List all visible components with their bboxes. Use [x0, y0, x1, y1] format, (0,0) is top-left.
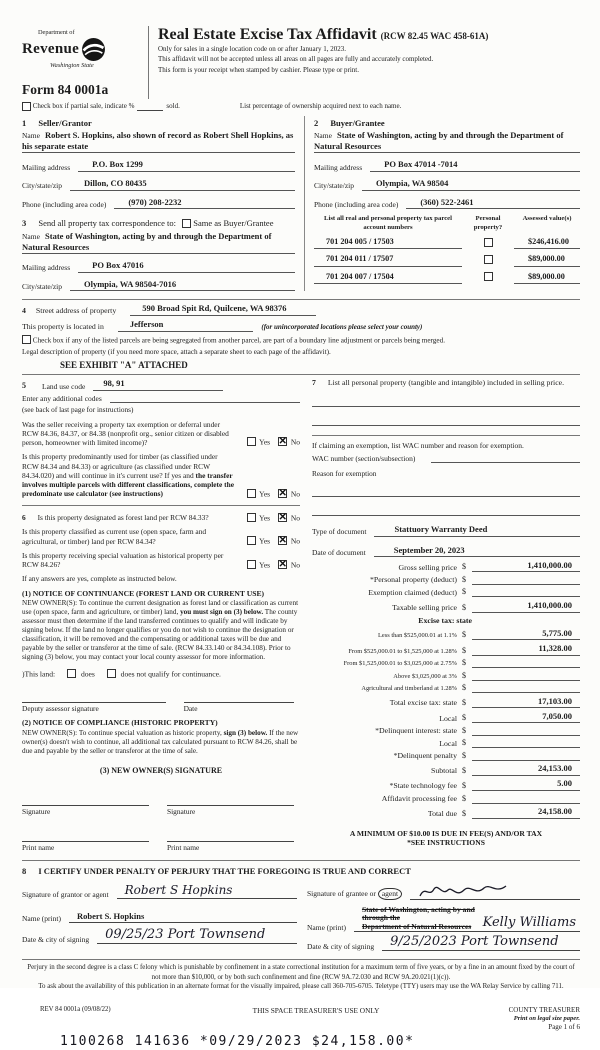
signature-label: Signature: [167, 806, 196, 816]
rate-line-label: From $525,000.01 to $1,525,000 at 1.28%: [348, 647, 457, 655]
form-number: Form 84 0001a: [22, 81, 109, 97]
grantee-date-city-label: Date & city of signing: [307, 941, 375, 951]
parcel-value-field[interactable]: $89,000.00: [514, 254, 580, 266]
buyer-phone-field[interactable]: (360) 522-2461: [406, 197, 580, 210]
notice2-text-bold: sign (3) below.: [223, 728, 268, 737]
does-not-label: does not qualify for continuance.: [120, 669, 221, 679]
dollar-sign: $: [462, 587, 466, 597]
land-use-column: [22, 378, 312, 852]
additional-codes-label: Enter any additional codes: [22, 394, 102, 404]
q5-2-yes-checkbox[interactable]: [247, 489, 256, 498]
grantee-name-handwriting: Kelly Williams: [482, 914, 576, 930]
notice-compliance-body: [22, 729, 300, 756]
located-in-field[interactable]: Jefferson: [118, 319, 254, 332]
minimum-fee-note: A MINIMUM OF $10.00 IS DUE IN FEE(S) AND/OR TAX: [349, 828, 543, 838]
section-6: [22, 505, 300, 853]
rate-1-28-field[interactable]: 11,328.00: [472, 643, 580, 656]
ownership-note: List percentage of ownership acquired next to each name.: [239, 101, 402, 110]
grantor-signature-label: Signature of grantor or agent: [22, 889, 109, 899]
no-label: No: [290, 489, 300, 499]
print-legal-size-note: Print on legal size paper.: [513, 1014, 580, 1022]
buyer-city-label: City/state/zip: [314, 181, 354, 191]
parcel-col-numbers-header: List all real and personal property tax parcel account numbers: [324, 215, 452, 231]
seller-name-field[interactable]: [22, 130, 295, 153]
additional-codes-note: (see back of last page for instructions): [22, 405, 134, 415]
grantee-date-city-handwriting: 9/25/2023 Port Townsend: [390, 933, 559, 949]
rate-3-field[interactable]: [472, 672, 580, 681]
agent-circled-word: agent: [378, 888, 402, 900]
parcel-value-field[interactable]: $89,000.00: [514, 272, 580, 284]
does-label: does: [80, 669, 95, 679]
no-label: No: [290, 437, 300, 447]
tax-column: [312, 378, 580, 852]
yes-label: Yes: [259, 513, 271, 523]
partial-sale-row: [22, 102, 580, 111]
notice1-text-bold: you must sign on (3) below.: [180, 608, 264, 617]
dollar-sign: $: [462, 683, 466, 693]
no-label: No: [290, 513, 300, 523]
form-footer: [22, 1006, 580, 1032]
section-2-title: Buyer/Grantee: [330, 117, 385, 128]
subtotal-field[interactable]: 24,153.00: [472, 763, 580, 776]
grantee-signature-scribble: [418, 883, 510, 899]
seller-column: [22, 116, 304, 292]
buyer-name-label: Name: [314, 131, 332, 141]
dollar-sign: $: [462, 698, 466, 708]
parcel-personal-checkbox[interactable]: [484, 272, 493, 281]
rate-1-1-field[interactable]: 5,775.00: [472, 628, 580, 641]
agency-dept-line: Department of: [38, 29, 75, 36]
yes-label: Yes: [259, 560, 271, 570]
notice2-text-a: NEW OWNER(S): To continue special valuation as historic property,: [22, 728, 224, 737]
section-6-number: 6: [22, 512, 26, 522]
wac-number-label: WAC number (section/subsection): [312, 453, 416, 463]
tax-line-label: *Delinquent penalty: [393, 751, 457, 761]
seller-name-value: Robert S. Hopkins, also shown of record as Robert Shell Hopkins, as his separate estate: [22, 130, 294, 151]
grantor-name-print-label: Name (print): [22, 913, 61, 923]
segregated-label: Check box if any of the listed parcels are being segregated from another parcel, are part of a boundary line adjustment or parcels being merged.: [32, 336, 445, 345]
delinquent-interest-local-field[interactable]: [472, 739, 580, 748]
personal-property-label: List all personal property (tangible and intangible) included in selling price.: [327, 378, 565, 388]
tax-line-label: Subtotal: [431, 766, 457, 776]
dollar-sign: $: [462, 562, 466, 572]
land-use-code-label: Land use code: [42, 381, 86, 391]
grantor-date-city-field[interactable]: [97, 927, 297, 944]
section-8-certify: [22, 860, 580, 951]
grantee-name-struck-line2: Department of Natural Resources: [361, 921, 472, 931]
treasurer-use-label: THIS SPACE TREASURER'S USE ONLY: [252, 1006, 380, 1016]
section-8-number: 8: [22, 866, 27, 877]
tax-line-label: Local: [439, 738, 457, 748]
section-1-number: 1: [22, 117, 27, 128]
same-as-buyer-label: Same as Buyer/Grantee: [193, 218, 274, 229]
grantee-name-struck-line1: State of Washington, acting by and through the: [361, 904, 475, 923]
rate-line-label: From $1,525,000.01 to $3,025,000 at 2.75%: [343, 660, 457, 668]
total-excise-state-field[interactable]: 17,103.00: [472, 696, 580, 709]
deputy-assessor-signature-line[interactable]: [22, 691, 166, 703]
q5-1-yes-checkbox[interactable]: [247, 437, 256, 446]
correspondence-name-label: Name: [22, 231, 40, 241]
dollar-sign: $: [462, 750, 466, 760]
notice1-text-a: NEW OWNER(S): To continue the current designation as forest land or classification as current use (open space, farm and agriculture, or timber) land,: [22, 599, 299, 617]
dollar-sign: $: [462, 738, 466, 748]
notice-continuance-body: [22, 599, 300, 662]
delinquent-interest-state-field[interactable]: [472, 727, 580, 736]
state-technology-fee-field[interactable]: 5.00: [472, 778, 580, 791]
correspondence-mailing-field[interactable]: PO Box 47016: [78, 260, 295, 273]
parcel-table-header: [314, 215, 580, 232]
deputy-date-label: Date: [183, 704, 198, 714]
doc-type-field[interactable]: Stattuory Warranty Deed: [374, 524, 580, 537]
section-4-property: [22, 299, 580, 371]
partial-sale-checkbox[interactable]: [22, 102, 31, 111]
historical-property-question: Is this property receiving special valuation as historical property per RCW 84.26?: [22, 550, 224, 570]
form-header: [22, 26, 580, 99]
parcel-row: [314, 272, 580, 284]
print-name-label: Print name: [167, 843, 200, 853]
page-title: Real Estate Excise Tax Affidavit: [158, 26, 377, 43]
tax-line-label: *State technology fee: [389, 781, 457, 791]
parcel-personal-checkbox[interactable]: [484, 238, 493, 247]
forest-land-question: Is this property designated as forest land per RCW 84.33?: [37, 512, 209, 522]
buyer-phone-label: Phone (including area code): [314, 199, 399, 209]
agricultural-timberland-field[interactable]: [472, 684, 580, 693]
rate-2-75-field[interactable]: [472, 659, 580, 668]
no-label: No: [290, 536, 300, 546]
reason-exemption-label: Reason for exemption: [312, 468, 377, 478]
doc-date-field[interactable]: September 20, 2023: [374, 545, 580, 558]
parcel-number-field[interactable]: 701 204 007 / 17504: [314, 272, 462, 284]
seller-mailing-label: Mailing address: [22, 162, 71, 172]
tax-line-label: *Personal property (deduct): [369, 575, 457, 585]
dollar-sign: $: [462, 781, 466, 791]
notice2-text-c: If the new owner(s) doesn't wish to continue, all additional tax calculated pursuant to RCW 84.26, shall be due and payable by the seller or transferor at the time of sale.: [22, 728, 299, 755]
new-owner-print-name-line-1[interactable]: [22, 830, 149, 842]
page-number: Page 1 of 6: [548, 1023, 580, 1032]
section-4-number: 4: [22, 306, 26, 316]
q6-3-yes-checkbox[interactable]: [247, 560, 256, 569]
same-as-buyer-checkbox[interactable]: [182, 219, 191, 228]
yes-label: Yes: [259, 437, 271, 447]
dollar-sign: $: [462, 574, 466, 584]
yes-label: Yes: [259, 536, 271, 546]
grantor-signature-field[interactable]: [117, 883, 297, 899]
dollar-sign: $: [462, 765, 466, 775]
personal-property-field-1[interactable]: [312, 397, 580, 407]
print-name-label: Print name: [22, 843, 55, 853]
segregated-checkbox[interactable]: [22, 335, 31, 344]
land-does-not-checkbox[interactable]: [107, 669, 116, 678]
dollar-sign: $: [462, 670, 466, 680]
correspondence-city-field[interactable]: Olympia, WA 98504-7016: [70, 279, 295, 292]
parcel-value-field[interactable]: $246,416.00: [514, 237, 580, 249]
section-2-number: 2: [314, 117, 319, 128]
agency-brand: [22, 26, 148, 99]
affidavit-processing-fee-field[interactable]: [472, 795, 580, 804]
grantee-sig-label-text: Signature of grantee or: [307, 888, 376, 898]
header-note-2: This affidavit will not be accepted unless all areas on all pages are fully and accurately completed.: [158, 55, 434, 64]
dollar-sign: $: [462, 602, 466, 612]
q5-1-no-checkbox[interactable]: [278, 437, 287, 446]
perjury-line-1: Perjury in the second degree is a class C felony which is punishable by confinement in a state correctional institution for a maximum term of five years, or by a fine in an amount fixed by the court of not more than $10,000, or by both such confinement and fine (RCW 9A.72.030 and RCW 9A.20.021(1)(c)).: [27, 964, 575, 981]
parcel-row: [314, 237, 580, 249]
land-use-code-field[interactable]: 98, 91: [93, 378, 223, 391]
q6-2-no-checkbox[interactable]: [278, 536, 287, 545]
exemption-claimed-field[interactable]: [472, 588, 580, 597]
current-use-question: Is this property classified as current use (open space, farm and agricultural, or timber) land per RCW 84.34?: [22, 527, 207, 546]
doc-date-label: Date of document: [312, 547, 366, 557]
parcel-number-field[interactable]: 701 204 005 / 17503: [314, 237, 462, 249]
dollar-sign: $: [462, 713, 466, 723]
located-in-note: (for unincorporated locations please select your county): [261, 322, 423, 331]
legal-description-value: SEE EXHIBIT "A" ATTACHED: [60, 360, 188, 371]
rate-line-label: Less than $525,000.01 at 1.1%: [378, 632, 457, 640]
new-owner-signature-line-2[interactable]: [167, 794, 294, 806]
grantee-signature-field[interactable]: [410, 883, 580, 900]
rate-line-label: Above $3,025,000 at 3%: [393, 672, 457, 680]
dollar-sign: $: [462, 658, 466, 668]
agency-revenue-wordmark: Revenue: [22, 40, 80, 57]
buyer-city-field[interactable]: Olympia, WA 98504: [362, 178, 580, 191]
rate-line-label: Agricultural and timberland at 1.28%: [361, 685, 457, 693]
partial-sale-sold-label: sold.: [166, 101, 180, 110]
dollar-sign: $: [462, 630, 466, 640]
local-excise-field[interactable]: 7,050.00: [472, 711, 580, 724]
partial-sale-label: Check box if partial sale, indicate %: [32, 101, 135, 110]
q6-2-yes-checkbox[interactable]: [247, 536, 256, 545]
seller-phone-field[interactable]: (970) 208-2232: [114, 197, 295, 210]
grantee-name-print-field[interactable]: [354, 906, 580, 932]
yes-label: Yes: [259, 489, 271, 499]
buyer-mailing-label: Mailing address: [314, 162, 363, 172]
tax-line-label: Taxable selling price: [392, 602, 457, 612]
section-3-label: Send all property tax correspondence to:: [38, 218, 176, 229]
q5-2-no-checkbox[interactable]: [278, 489, 287, 498]
total-due-field[interactable]: 24,158.00: [472, 806, 580, 819]
correspondence-name-value: State of Washington, acting by and through the Department of Natural Resources: [22, 230, 272, 252]
tax-line-label: Total excise tax: state: [389, 698, 457, 708]
seller-phone-label: Phone (including area code): [22, 199, 107, 209]
buyer-column: [304, 116, 580, 292]
grantor-name-print-field[interactable]: Robert S. Hopkins: [69, 911, 297, 923]
certify-title: I CERTIFY UNDER PENALTY OF PERJURY THAT THE FOREGOING IS TRUE AND CORRECT: [38, 866, 411, 877]
any-yes-note: If any answers are yes, complete as instructed below.: [22, 574, 177, 584]
new-owner-signature-title: (3) NEW OWNER(S) SIGNATURE: [99, 765, 223, 775]
delinquent-penalty-field[interactable]: [472, 752, 580, 761]
correspondence-mailing-label: Mailing address: [22, 263, 71, 273]
land-qualify-row: [22, 669, 300, 679]
perjury-line-2: To ask about the availability of this publication in an alternate format for the visually impaired, please call 360-705-6705. Teletype (TTY) users may use the WA Relay Service by calling 711.: [38, 983, 564, 991]
dollar-sign: $: [462, 793, 466, 803]
located-in-label: This property is located in: [22, 321, 104, 331]
parcel-col-personal-header: Personal property?: [473, 215, 503, 231]
agency-state-line: Washington State: [50, 61, 94, 69]
partial-sale-percent-field[interactable]: [137, 110, 163, 111]
wac-number-field[interactable]: [431, 454, 580, 463]
dor-swirl-logo-icon: [81, 37, 106, 62]
notice1-text-c: The county assessor must then determine if the land transferred continues to qualify and will indicate by signing below. If the land no longer qualifies or you do not wish to continue the designation or classification, it will be removed and the compensating or additional taxes will be due and payable by the seller or transferor at the time of sale. (RCW 84.33.140 or 84.34.108). Prior to signing (3) below, you may contact your local county assessor for more information.: [22, 608, 298, 662]
perjury-statement: [22, 959, 580, 992]
correspondence-name-field[interactable]: [22, 231, 295, 254]
parcel-number-field[interactable]: 701 204 011 / 17507: [314, 254, 462, 266]
dollar-sign: $: [462, 725, 466, 735]
new-owner-print-name-line-2[interactable]: [167, 830, 294, 842]
seller-mailing-field[interactable]: P.O. Box 1299: [78, 159, 295, 172]
street-address-field[interactable]: 590 Broad Spit Rd, Quilcene, WA 98376: [130, 303, 316, 316]
q6-3-no-checkbox[interactable]: [278, 560, 287, 569]
excise-tax-state-header: Excise tax: state: [418, 615, 472, 625]
tax-line-label: Local: [439, 713, 457, 723]
tax-line-label: Gross selling price: [398, 562, 457, 572]
buyer-mailing-field[interactable]: PO Box 47014 -7014: [370, 159, 580, 172]
new-owner-signature-line-1[interactable]: [22, 794, 149, 806]
additional-codes-field[interactable]: [110, 394, 300, 403]
rev-number: REV 84 0001a (09/08/22): [40, 1006, 111, 1014]
gross-selling-price-field[interactable]: 1,410,000.00: [472, 560, 580, 573]
grantee-name-print-label: Name (print): [307, 922, 346, 932]
section-5-number: 5: [22, 381, 26, 391]
parcel-personal-checkbox[interactable]: [484, 255, 493, 264]
section-3-number: 3: [22, 218, 27, 229]
timber-question-bold: the transfer involves multiple parcels with different classifications, complete the predominate use calculator (see instructions): [22, 470, 234, 499]
exemption-deferral-question: Was the seller receiving a property tax exemption or deferral under RCW 84.36, 84.37, or 84.38 (nonprofit org., senior citizen or disabled person, homeowner with limited income)?: [22, 419, 229, 448]
legal-description-label: Legal description of property (if you need more space, attach a separate sheet to each page of the affidavit).: [22, 348, 331, 357]
tax-line-label: Total due: [427, 808, 457, 818]
treasurer-stamp: 1100268 141636 *09/29/2023 $24,158.00*: [60, 1033, 415, 1049]
parcel-row: [314, 254, 580, 266]
this-land-label: )This land:: [22, 669, 56, 679]
reason-exemption-field-2[interactable]: [312, 506, 580, 516]
grantor-signature-handwriting: Robert S Hopkins: [124, 882, 233, 897]
signature-label: Signature: [22, 806, 51, 816]
taxable-selling-price-field[interactable]: 1,410,000.00: [472, 600, 580, 613]
dollar-sign: $: [462, 808, 466, 818]
timber-question-text: Is this property predominantly used for timber (as classified under RCW 84.34 and 84.33) or agriculture (as classified under RCW 84.34.020) and will continue in it's current use? If yes and: [22, 452, 218, 480]
personal-property-field-2[interactable]: [312, 416, 580, 426]
county-treasurer-label: COUNTY TREASURER: [508, 1006, 580, 1015]
street-address-label: Street address of property: [35, 306, 117, 316]
section-1-title: Seller/Grantor: [38, 117, 92, 128]
title-block: [148, 26, 580, 99]
see-instructions-note: *SEE INSTRUCTIONS: [407, 838, 485, 848]
deputy-assessor-label: Deputy assessor signature: [22, 704, 99, 714]
grantor-date-city-label: Date & city of signing: [22, 934, 90, 944]
tax-line-label: *Delinquent interest: state: [375, 726, 457, 736]
buyer-name-field[interactable]: [314, 130, 580, 153]
section-7-number: 7: [312, 378, 316, 388]
seller-name-label: Name: [22, 131, 40, 141]
deputy-date-line[interactable]: [184, 691, 294, 703]
grantor-date-city-handwriting: 09/25/23 Port Townsend: [105, 926, 266, 942]
tax-line-label: Exemption claimed (deduct): [368, 587, 457, 597]
dollar-sign: $: [462, 645, 466, 655]
q6-1-yes-checkbox[interactable]: [247, 513, 256, 522]
personal-property-deduct-field[interactable]: [472, 576, 580, 585]
q6-1-no-checkbox[interactable]: [278, 513, 287, 522]
parcel-col-assessed-header: Assessed value(s): [522, 215, 572, 223]
exemption-claim-label: If claiming an exemption, list WAC number and reason for exemption.: [312, 435, 580, 450]
land-does-checkbox[interactable]: [67, 669, 76, 678]
no-label: No: [290, 560, 300, 570]
header-note-1: Only for sales in a single location code on or after January 1, 2023.: [158, 45, 346, 54]
grantee-signature-label: [307, 888, 410, 900]
correspondence-city-label: City/state/zip: [22, 282, 62, 292]
title-rcw-citation: (RCW 82.45 WAC 458-61A): [380, 31, 489, 41]
header-note-3: This form is your receipt when stamped by cashier. Please type or print.: [158, 65, 360, 74]
reason-exemption-field-1[interactable]: [312, 487, 580, 497]
buyer-name-value: State of Washington, acting by and through the Department of Natural Resources: [314, 130, 564, 151]
tax-line-label: Affidavit processing fee: [381, 793, 457, 803]
notice-compliance-title: (2) NOTICE OF COMPLIANCE (HISTORIC PROPERTY): [22, 718, 218, 728]
seller-city-field[interactable]: Dillon, CO 80435: [70, 178, 295, 191]
notice-continuance-title: (1) NOTICE OF CONTINUANCE (FOREST LAND OR CURRENT USE): [22, 588, 265, 598]
grantee-date-city-field[interactable]: [382, 934, 580, 951]
seller-city-label: City/state/zip: [22, 181, 62, 191]
doc-type-label: Type of document: [312, 527, 367, 537]
